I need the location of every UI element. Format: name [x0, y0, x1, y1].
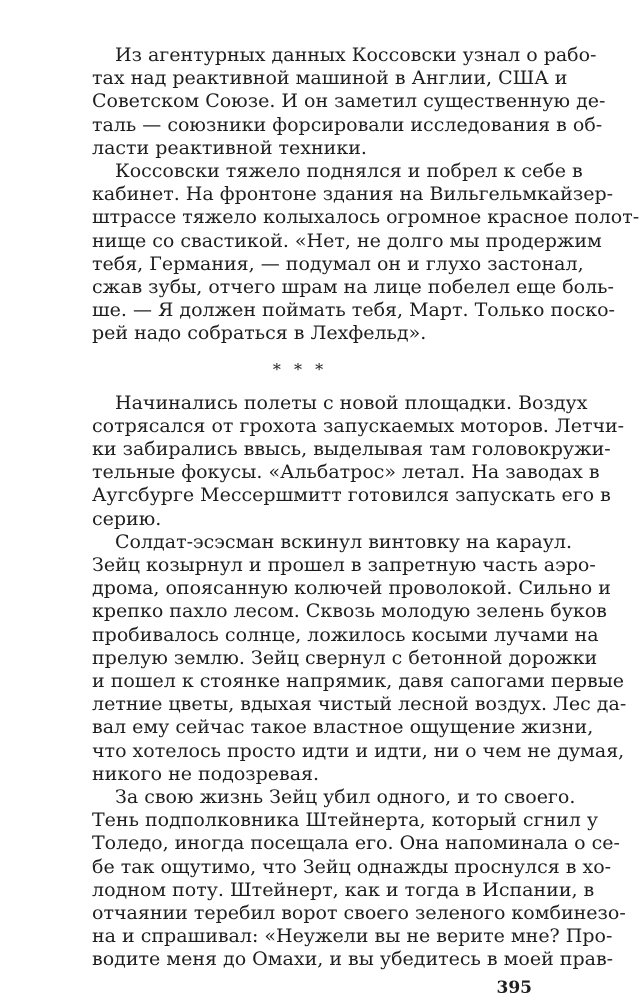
text-line: никого не подозревая. — [92, 762, 320, 785]
text-line: бе так ощутимо, что Зейц однажды проснулся в хо- — [92, 855, 612, 878]
text-line: ласти реактивной техники. — [92, 136, 367, 159]
text-line: на и спрашивал: «Неужели вы не верите мне? Про- — [92, 925, 613, 948]
text-line: За свою жизнь Зейц убил одного, и то своего. — [115, 786, 576, 808]
text-line: Аугсбурге Мессершмитт готовился запускать его в — [92, 484, 611, 507]
text-line: штрассе тяжело колыхалось огромное красное полот- — [92, 206, 639, 229]
section-separator: * * * — [272, 359, 328, 379]
text-line: вал ему сейчас такое властное ощущение жизни, — [92, 716, 594, 739]
text-line: Коссовски тяжело поднялся и побрел к себе в — [115, 160, 583, 182]
text-line: Зейц козырнул и прошел в запретную часть аэро- — [92, 554, 596, 576]
text-line: отчаянии теребил ворот своего зеленого комбинезо- — [92, 902, 626, 924]
text-line: Начинались полеты с новой площадки. Воздух — [115, 391, 588, 414]
text-line: серию. — [92, 507, 162, 530]
text-line: что хотелось просто идти и идти, ни о чем не думая, — [92, 739, 625, 762]
text-line: дрома, опоясанную колючей проволокой. Сильно и — [92, 577, 611, 600]
page-number: 395 — [496, 977, 532, 998]
text-line: кабинет. На фронтоне здания на Вильгельмкайзер- — [92, 183, 614, 206]
text-line: и пошел к стоянке напрямик, давя сапогами первые — [92, 670, 625, 692]
text-line: крепко пахло лесом. Сквозь молодую зелень буков — [92, 600, 607, 623]
text-line: тебя, Германия, — подумал он и глухо застонал, — [92, 252, 584, 275]
text-line: сотрясался от грохота запускаемых моторов. Летчи- — [92, 414, 625, 437]
text-line: рей надо собраться в Лехфельд». — [92, 322, 427, 345]
text-line: Советском Союзе. И он заметил существенную де- — [92, 90, 606, 113]
text-line: Толедо, иногда посещала его. Она напоминала о се- — [92, 832, 620, 855]
text-line: нище со свастикой. «Нет, не долго мы продержим — [92, 229, 602, 252]
text-line: Солдат-эсэсман вскинул винтовку на караул. — [115, 530, 572, 553]
text-line: ше. — Я должен поймать тебя, Март. Только поско- — [92, 299, 615, 322]
text-line: водите меня до Омахи, и вы убедитесь в моей прав- — [92, 948, 614, 971]
text-line: тельные фокусы. «Альбатрос» летал. На заводах в — [92, 461, 600, 484]
text-line: Тень подполковника Штейнерта, который сгнил у — [92, 809, 599, 832]
text-line: пробивалось солнце, ложилось косыми лучами на — [92, 623, 599, 646]
text-line: сжав зубы, отчего шрам на лице побелел еще боль- — [92, 276, 614, 298]
text-line: таль — союзники форсировали исследования в об- — [92, 113, 603, 136]
text-line: Из агентурных данных Коссовски узнал о рабо- — [115, 44, 597, 66]
text-line: ки забирались ввысь, выделывая там головокружи- — [92, 438, 611, 460]
text-line: лодном поту. Штейнерт, как и тогда в Испании, в — [92, 878, 595, 901]
text-line: летние цветы, вдыхая чистый лесной воздух. Лес да- — [92, 693, 627, 716]
text-line: прелую землю. Зейц свернул с бетонной дорожки — [92, 646, 598, 669]
text-line: тах над реактивной машиной в Англии, США и — [92, 67, 568, 90]
